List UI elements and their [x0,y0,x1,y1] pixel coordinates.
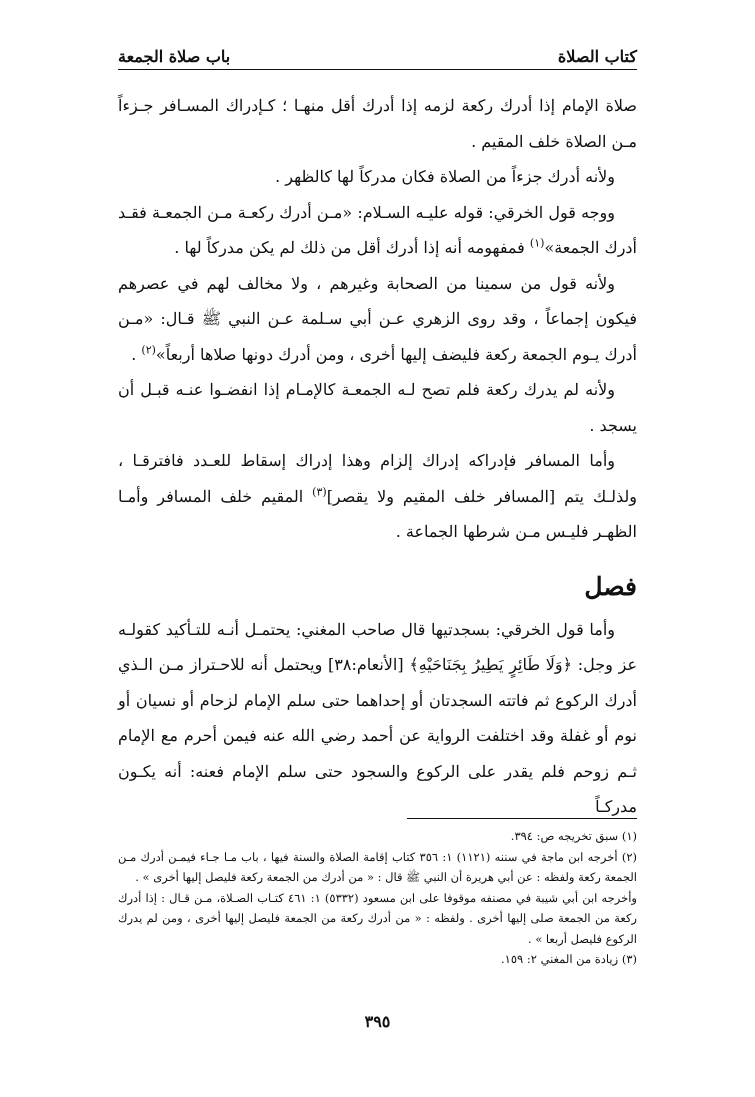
book-title: كتاب الصلاة [557,47,637,66]
page-number: ٣٩٥ [364,1012,391,1031]
paragraph: صلاة الإمام إذا أدرك ركعة لزمه إذا أدرك أقل منهـا ؛ كـإدراك المسـافر جـزءاً مـن الصلاة خلف المقيم . [118,96,637,151]
paragraph: ولأنه قول من سمينا من الصحابة وغيرهم ، ولا مخالف لهم في عصرهم فيكون إجماعاً ، وقد روى الزهري عـن أبي سـلمة عـن النبي ﷺ قـال: «مـن أدرك يـوم الجمعة ركعة فليضف إليها أخرى ، ومن أدرك دونها صلاها أربعاً»$^{(٢)}$ . [118,273,637,364]
footnotes [118,826,637,970]
paragraph: وأما قول الخرقي: بسجدتيها قال صاحب المغني: يحتمـل أنـه للتـأكيد كقولـه عز وجل: ﴿وَلَا طَائِرٍ يَطِيرُ بِجَنَاحَيْهِ﴾ [الأنعام:٣٨] ويحتمل أنه للاحـتراز مـن الـذي أدرك الركوع ثم فاتته السجدتان أو إحداهما حتى سلم الإمام لزحام أو نسيان أو نوم أو غفلة وقد اختلفت الرواية عن أحمد رضي الله عنه فيمن أحرم مع الإمام ثـم زوحم فلم يقدر على الركوع والسجود حتى سلم الإمام فعنه: أنه يكـون مدركـاً [118,619,638,816]
footnote-mark: (٣) [312,485,327,499]
chapter-title: باب صلاة الجمعة [118,47,231,66]
footnote-mark: (٢) [141,343,156,357]
running-header [118,36,637,66]
footnote: (١) سبق تخريجه ص: ٣٩٤. [510,829,637,843]
header-divider [118,69,637,70]
main-text [118,88,637,825]
paragraph: وأما المسافر فإدراكه إدراك إلزام وهذا إدراك إسقاط للعـدد فافترقـا ، ولذلـك يتم [المسافر خلف المقيم ولا يقصر]$^{(٣)}$ المقيم خلف المسافر وأمـا الظهـر فليـس مـن شرطها الجماعة . [118,451,637,541]
footnote-mark: (١) [529,236,545,250]
footnote: وأخرجه ابن أبي شيبة في مصنفه موقوفا على ابن مسعود (٥٣٣٢) ١: ٤٦١ كتـاب الصـلاة، مـن قـال : إذا أدرك ركعة من الجمعة صلى إليها أخرى . ولفظه : « من أدرك ركعة من الجمعة فليصل إليها أخرى ، ومن لم يدرك الركوع فليصل أربعا » . [118,890,637,946]
paragraph: ووجه قول الخرقي: قوله عليـه السـلام: «مـن أدرك ركعـة مـن الجمعـة فقـد أدرك الجمعة»$^{(١)}$ فمفهومه أنه إذا أدرك أقل من ذلك لم يكن مدركاً لها . [118,202,637,257]
footnote-divider [407,818,637,819]
paragraph: ولأنه أدرك جزءاً من الصلاة فكان مدركاً لها كالظهر . [275,167,615,186]
footnote: (٢) أخرجه ابن ماجة في سننه (١١٢١) ١: ٣٥٦ كتاب إقامة الصلاة والسنة فيها ، باب مـا جـاء فيمـن أدرك مـن الجمعة ركعة ولفظه : عن أبي هريرة أن النبي ﷺ قال : « من أدرك من الجمعة ركعة فليصل إليها أخرى » . [118,849,637,884]
section-heading: فصل [584,571,637,601]
paragraph: ولأنه لم يدرك ركعة فلم تصح لـه الجمعـة كالإمـام إذا انفضـوا عنـه قبـل أن يسجد . [118,380,637,435]
footnote: (٣) زيادة من المغني ٢: ١٥٩. [501,952,637,966]
